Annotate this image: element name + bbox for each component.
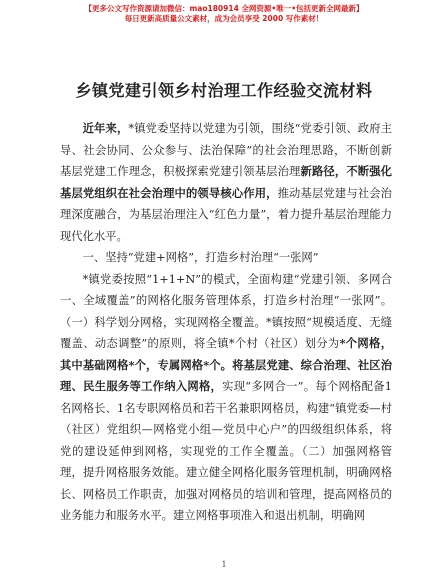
- section-1-heading: 一、坚持“党建+网格”，打造乡村治理“一张网”: [82, 251, 319, 264]
- page-number: 1: [221, 560, 227, 569]
- section-1-text-1: *镇党委按照“1+1+N”的模式，全面构建“党建引领、多网合一、全域覆盖”的网格化服务管理体系，打造乡村治理“一张网”。（一）科学划分网格，实现网格全覆盖。*镇按照“规模适度、无缝覆盖、动态调整”的原则，将全镇*个村（社区）划分为: [60, 272, 392, 350]
- section-1-bold-text: *个网格，其中基础网格*个，专属网格*个。将基层党建、综合治理、社区治理、民生服务等工作纳入网格，: [60, 336, 392, 393]
- intro-bold-text: 新路径，不断强化基层党组织在社会治理中的领导核心作用，: [60, 164, 392, 200]
- intro-text-2: 推动基层党建与社会治理深度融合，为基层治理注入“红色力量”，着力提升基层治理能力现代化水平。: [60, 186, 392, 243]
- banner-line-2: 每日更新高质量公文素材，成为会员享受 2000 写作素材！: [124, 14, 324, 23]
- section-1-text-2: 实现“多网合一”。每个网格配备1名网格长、1名专职网格员和若干名兼职网格员，构建“镇党委—村（社区）党组织—网格党小组—党员中心户”的四级组织体系，将党的建设延伸到网格，实现党的工作全覆盖。（二）加强网格管理，提升网格服务效能。建立健全网格化服务管理机制，明确网格长、网格员工作职责，加强对网格员的培训和管理，提高网格员的业务能力和服务水平。建立网格事项准入和退出机制，明确网: [60, 380, 392, 522]
- section-1-paragraph: [60, 269, 392, 527]
- banner-line-1: 【更多公文写作资源请加微信：mao180914 全网资源•唯一•包括更新全网最新】: [84, 4, 364, 13]
- intro-lead: 近年来，: [82, 121, 129, 135]
- document-title: 乡镇党建引领乡村治理工作经验交流材料: [75, 81, 373, 100]
- intro-text-1: *镇党委坚持以党建为引领，围绕“党委引领、政府主导、社会协同、公众参与、法治保障”的社会治理思路，不断创新基层党建工作理念，积极探索党建引领基层治理: [60, 122, 392, 178]
- intro-paragraph: [60, 118, 392, 247]
- promo-banner: [0, 4, 448, 24]
- document-body: [60, 118, 392, 527]
